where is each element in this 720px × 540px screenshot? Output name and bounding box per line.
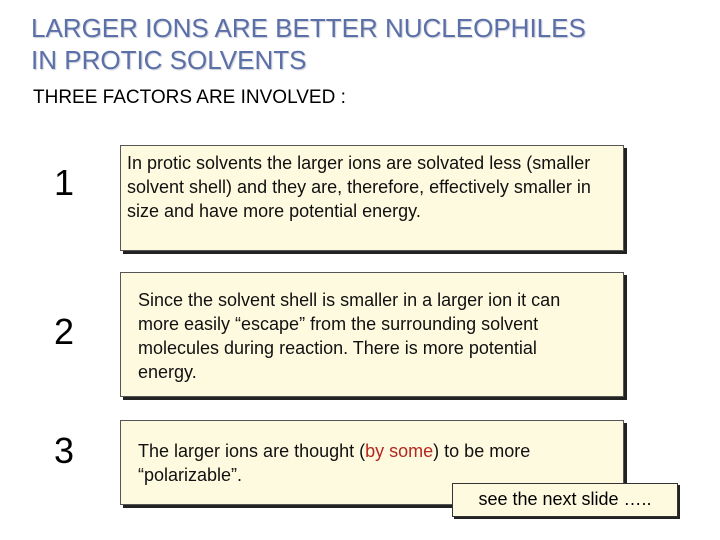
factor-text-1: In protic solvents the larger ions are solvated less (smaller solvent shell) and they are, therefore, effectively smaller in size and have more potential energy. — [127, 153, 591, 221]
factor-text-3-after: ) to be more “polarizable”. — [138, 441, 531, 485]
factor-text-2: Since the solvent shell is smaller in a larger ion it can more easily “escape” from the surrounding solvent molecules during reaction. There is more potential energy. — [138, 290, 561, 382]
factor-number-1: 1 — [54, 162, 75, 203]
factor-text-3 — [138, 439, 568, 487]
slide-title-line-2: IN PROTIC SOLVENTS — [31, 45, 307, 75]
factor-number-2: 2 — [54, 311, 75, 352]
slide-title-line-1: LARGER IONS ARE BETTER NUCLEOPHILES — [31, 13, 586, 43]
factor-box-2 — [120, 272, 624, 397]
factor-box-1 — [120, 145, 624, 251]
factor-number-3: 3 — [54, 430, 75, 471]
next-slide-note: see the next slide ….. — [452, 483, 678, 517]
factor-text-3-highlight: by some — [365, 441, 434, 461]
factor-text-3-before: The larger ions are thought ( — [138, 441, 366, 461]
slide-subtitle: THREE FACTORS ARE INVOLVED : — [33, 87, 346, 108]
slide-title — [31, 12, 671, 76]
